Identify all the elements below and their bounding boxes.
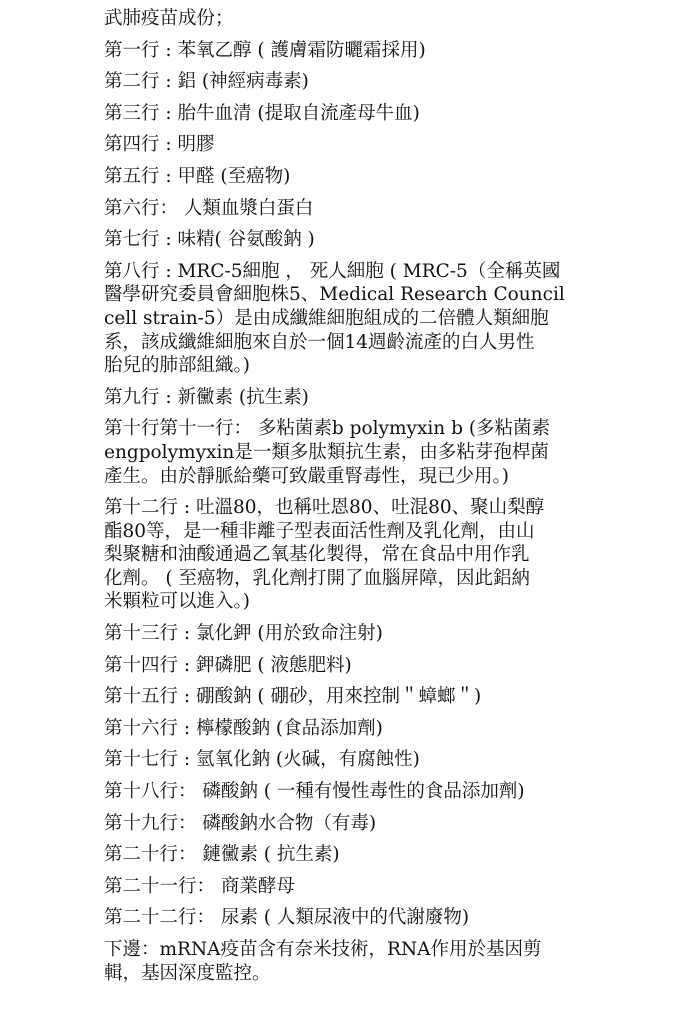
footer-note-row: 下邊：mRNA疫苗含有奈米技術，RNA作用於基因剪 [104,939,542,960]
ingredient-line-19: 第十九行： 磷酸鈉水合物（有毒) [104,812,377,834]
ingredient-line-10-11-row: 產生。由於靜脈給藥可致嚴重腎毒性，現已少用。) [104,465,509,487]
ingredient-line-10-11 [104,418,604,487]
ingredient-line-8-row: 胎兒的肺部組織。) [104,355,250,377]
ingredient-line-8-row: 醫學研究委員會細胞株5、Medical Research Council [104,284,565,306]
ingredient-line-12-row: 梨聚糖和油酸通過乙氧基化製得，常在食品中用作乳 [104,544,530,566]
ingredient-line-8-row: cell strain-5）是由成纖維細胞組成的二倍體人類細胞 [104,307,549,329]
ingredient-line-9: 第九行 : 新黴素 (抗生素) [104,386,309,408]
ingredient-line-22: 第二十二行： 尿素 ( 人類尿液中的代謝廢物) [104,907,470,929]
ingredient-line-1: 第一行 : 苯氧乙醇 ( 護膚霜防曬霜採用) [104,39,426,61]
ingredient-line-12-row: 化劑。 ( 至癌物，乳化劑打開了血腦屏障，因此鋁納 [104,567,530,589]
document-title: 武肺疫苗成份； [104,8,234,29]
ingredient-line-2: 第二行 : 鋁 (神經病毒素) [104,71,309,93]
footer-note-row: 輯，基因深度監控。 [104,962,271,984]
ingredient-line-12 [104,497,604,613]
ingredient-line-15: 第十五行 : 硼酸鈉 ( 硼砂，用來控制＂蟑螂＂) [104,686,482,708]
ingredient-line-12-row: 第十二行 : 吐溫80，也稱吐恩80、吐混80、聚山梨醇 [104,497,545,519]
ingredient-line-14: 第十四行 : 鉀磷肥 ( 液態肥料) [104,654,352,676]
ingredient-line-20: 第二十行： 鏈黴素 ( 抗生素) [104,844,340,866]
ingredient-line-3: 第三行 : 胎牛血清 (提取自流產母牛血) [104,102,420,124]
ingredient-line-10-11-row: 第十行第十一行： 多粘菌素b polymyxin b (多粘菌素 [104,418,551,440]
ingredient-line-12-row: 酯80等，是一種非離子型表面活性劑及乳化劑，由山 [104,520,535,542]
footer-note [104,939,604,985]
vaccine-ingredients-document [104,8,604,994]
ingredient-line-16: 第十六行 : 檸檬酸鈉 (食品添加劑) [104,717,383,739]
ingredient-line-8-row: 系，該成纖維細胞來自於一個14週齡流產的白人男性 [104,331,535,353]
ingredient-line-4: 第四行 : 明膠 [104,134,215,156]
ingredient-line-8-row: 第八行 : MRC-5細胞 ， 死人細胞 ( MRC-5（全稱英國 [104,260,561,282]
ingredient-line-18: 第十八行： 磷酸鈉 ( 一種有慢性毒性的食品添加劑) [104,781,525,803]
ingredient-line-10-11-row: engpolymyxin是一類多肽類抗生素，由多粘芽孢桿菌 [104,441,549,463]
ingredient-line-5: 第五行 : 甲醛 (至癌物) [104,165,291,187]
ingredient-line-21: 第二十一行： 商業酵母 [104,875,295,897]
ingredient-line-7: 第七行 : 味精( 谷氨酸鈉 ) [104,229,315,251]
ingredient-line-6: 第六行： 人類血漿白蛋白 [104,197,314,219]
ingredient-line-8 [104,261,604,377]
ingredient-line-13: 第十三行 : 氯化鉀 (用於致命注射) [104,623,383,645]
ingredient-line-17: 第十七行 : 氫氧化鈉 (火碱，有腐蝕性) [104,749,420,771]
ingredient-line-12-row: 米顆粒可以進入。) [104,591,250,613]
